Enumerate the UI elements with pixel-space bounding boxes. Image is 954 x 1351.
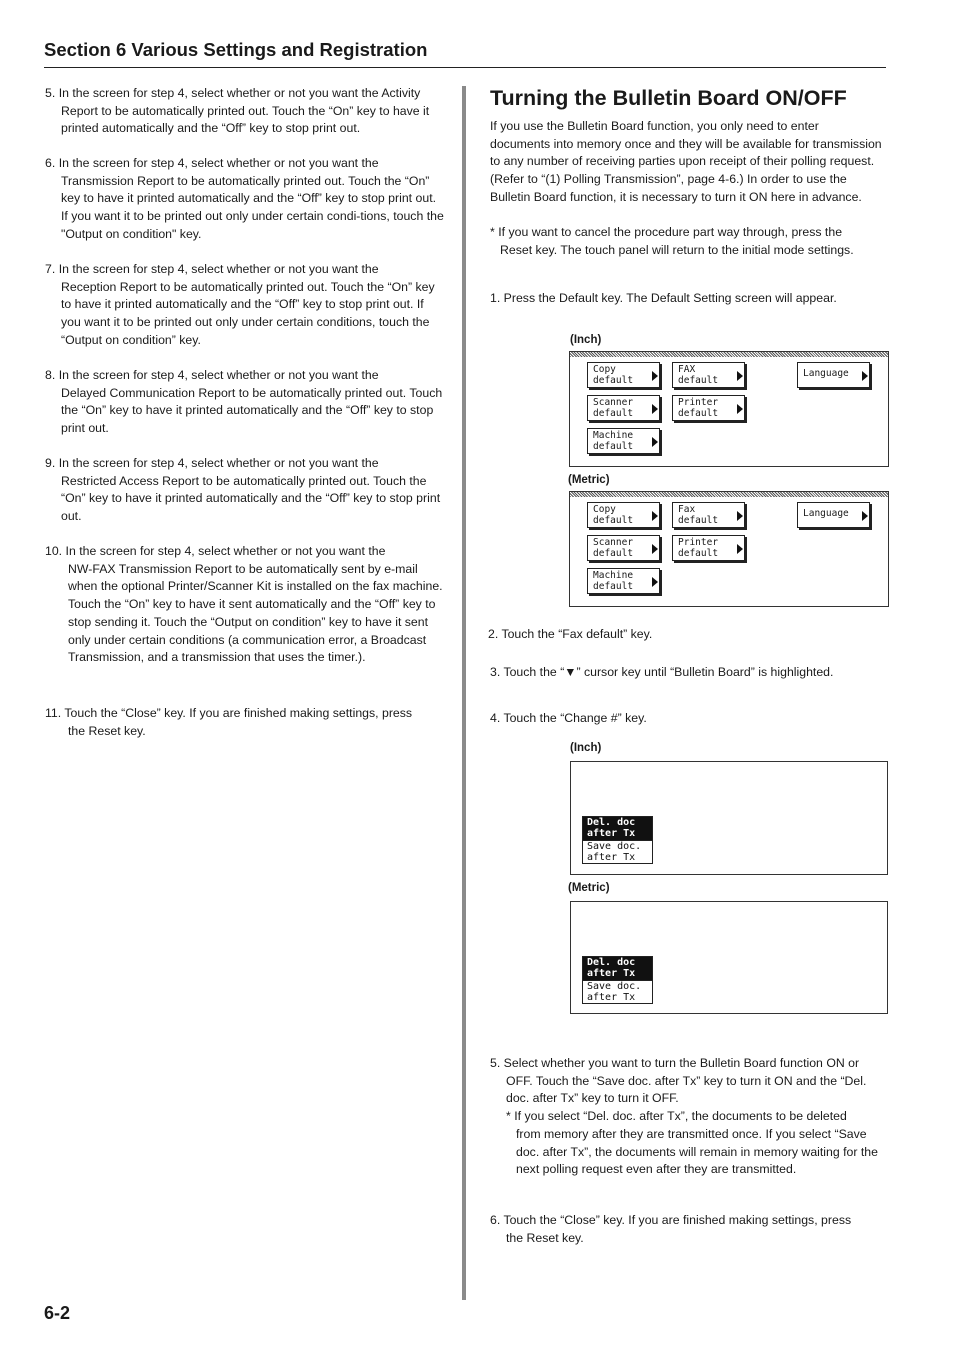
button-label: Machine default bbox=[593, 570, 634, 592]
bulletin-options bbox=[582, 956, 653, 1004]
step-number: 10. bbox=[45, 544, 63, 558]
step-text-cont: Transmission Report to be automatically printed out. Touch the “On” key to have it printed automatically and the “Off” key to stop print out. If you want it to be printed out only under certain condi-tions, touch the "Output on condition" key. bbox=[61, 173, 444, 241]
default-screen-metric bbox=[569, 491, 889, 607]
metric-label: (Metric) bbox=[568, 474, 610, 486]
left-step-5 bbox=[45, 85, 445, 138]
arrow-right-icon bbox=[652, 371, 658, 381]
column-divider bbox=[462, 86, 466, 1300]
right-step-2: 2. Touch the “Fax default” key. bbox=[488, 627, 653, 641]
left-step-9 bbox=[45, 455, 445, 526]
button-label: Scanner default bbox=[593, 537, 634, 559]
del-doc-after-tx-button[interactable]: Del. doc after Tx bbox=[583, 817, 652, 840]
copy-default-button[interactable] bbox=[587, 362, 660, 388]
button-label: Language bbox=[803, 368, 849, 379]
right-step-4: 4. Touch the “Change #” key. bbox=[490, 711, 647, 725]
inch-label: (Inch) bbox=[570, 742, 602, 754]
button-label: Printer default bbox=[678, 397, 719, 419]
bulletin-screen-inch bbox=[570, 761, 888, 875]
step-text-cont: Report to be automatically printed out. Touch the “On” key to have it printed automatically and the “Off” key to stop print out. bbox=[61, 103, 430, 136]
step-text-cont: the Reset key. bbox=[68, 723, 146, 738]
inch-label: (Inch) bbox=[570, 334, 602, 346]
step-text: In the screen for step 4, select whether or not you want the bbox=[65, 544, 386, 558]
right-step-5 bbox=[490, 1055, 885, 1179]
default-screen-inch bbox=[569, 351, 889, 467]
step-text: In the screen for step 4, select whether or not you want the bbox=[58, 262, 379, 276]
step-text-cont: Restricted Access Report to be automatically printed out. Touch the “On” key to have it printed automatically and the “Off” key to stop print out. bbox=[61, 473, 441, 524]
note-text: * If you want to cancel the procedure part way through, press the bbox=[490, 225, 843, 239]
step-number: 11. bbox=[45, 706, 62, 720]
panel-title-bar bbox=[570, 352, 888, 357]
step-number: 8. bbox=[45, 368, 56, 382]
arrow-right-icon bbox=[652, 577, 658, 587]
arrow-right-icon bbox=[737, 404, 743, 414]
left-step-8 bbox=[45, 367, 445, 438]
arrow-right-icon bbox=[862, 511, 868, 521]
left-step-7 bbox=[45, 261, 445, 350]
step-number: 9. bbox=[45, 456, 56, 470]
arrow-right-icon bbox=[737, 544, 743, 554]
metric-label: (Metric) bbox=[568, 882, 610, 894]
step-text: In the screen for step 4, select whether or not you want the Activity bbox=[58, 86, 421, 100]
step-text-cont: the Reset key. bbox=[506, 1230, 584, 1245]
step-text-cont: OFF. Touch the “Save doc. after Tx” key to turn it ON and the “Del. doc. after Tx” key to turn it OFF. bbox=[506, 1073, 867, 1106]
step-text: In the screen for step 4, select whether or not you want the bbox=[58, 456, 379, 470]
step-text-cont: Reception Report to be automatically printed out. Touch the “On” key to have it printed automatically and the “Off” key to stop print out. If you want it to be printed out only under certain conditions, touch the “Output on condition” key. bbox=[61, 279, 435, 347]
arrow-right-icon bbox=[652, 511, 658, 521]
step-text: In the screen for step 4, select whether or not you want the bbox=[58, 368, 379, 382]
right-step-6 bbox=[490, 1212, 885, 1247]
button-label: Copy default bbox=[593, 504, 634, 526]
page-number: 6-2 bbox=[44, 1303, 71, 1323]
button-label: Fax default bbox=[678, 504, 719, 526]
language-button[interactable] bbox=[797, 502, 870, 528]
scanner-default-button[interactable] bbox=[587, 535, 660, 561]
step-text-cont: NW-FAX Transmission Report to be automatically sent by e-mail when the optional Printer/Scanner Kit is installed on the fax machine. Touch the “On” key to have it sent automatically and the “Off” key to stop sending it. Touch the “Output on condition” key to have it sent only under certain conditions (a communication error, a Broadcast Transmission, and a transmission that uses the timer.). bbox=[68, 561, 443, 665]
step-number: 7. bbox=[45, 262, 56, 276]
left-step-10 bbox=[45, 543, 445, 667]
page-heading: Turning the Bulletin Board ON/OFF bbox=[490, 86, 847, 110]
button-label: Machine default bbox=[593, 430, 634, 452]
note-text-cont: Reset key. The touch panel will return to the initial mode settings. bbox=[500, 242, 854, 257]
arrow-right-icon bbox=[862, 371, 868, 381]
scanner-default-button[interactable] bbox=[587, 395, 660, 421]
language-button[interactable] bbox=[797, 362, 870, 388]
save-doc-after-tx-button[interactable]: Save doc. after Tx bbox=[583, 840, 652, 863]
step-note: * If you select “Del. doc. after Tx”, the documents to be deleted bbox=[506, 1109, 847, 1124]
header-rule bbox=[44, 67, 886, 68]
save-doc-after-tx-button[interactable]: Save doc. after Tx bbox=[583, 980, 652, 1003]
arrow-right-icon bbox=[737, 371, 743, 381]
cancel-note bbox=[490, 224, 882, 259]
arrow-right-icon bbox=[652, 404, 658, 414]
right-step-1: 1. Press the Default key. The Default Setting screen will appear. bbox=[490, 291, 837, 305]
button-label: Printer default bbox=[678, 537, 719, 559]
arrow-right-icon bbox=[652, 544, 658, 554]
step-text-cont: Delayed Communication Report to be automatically printed out. Touch the “On” key to have it printed automatically and the “Off” key to stop print out. bbox=[61, 385, 443, 436]
left-step-6 bbox=[45, 155, 445, 244]
button-label: FAX default bbox=[678, 364, 719, 386]
bulletin-options bbox=[582, 816, 653, 864]
left-step-11 bbox=[45, 705, 445, 740]
fax-default-button[interactable] bbox=[672, 362, 745, 388]
arrow-right-icon bbox=[652, 437, 658, 447]
step-note-cont: from memory after they are transmitted once. If you select “Save doc. after Tx”, the documents will remain in memory waiting for the next polling request even after they are transmitted. bbox=[516, 1126, 878, 1177]
button-label: Scanner default bbox=[593, 397, 634, 419]
section-title: Section 6 Various Settings and Registration bbox=[44, 39, 428, 60]
printer-default-button[interactable] bbox=[672, 535, 745, 561]
step-number: 5. bbox=[45, 86, 56, 100]
machine-default-button[interactable] bbox=[587, 428, 660, 454]
button-label: Copy default bbox=[593, 364, 634, 386]
intro-paragraph: If you use the Bulletin Board function, you only need to enter documents into memory once and they will be available for transmission to any number of receiving parties upon receipt of their polling request. (Refer to “(1) Polling Transmission”, page 4-6.) In order to use the Bulletin Board function, it is necessary to turn it ON here in advance. bbox=[490, 119, 882, 204]
del-doc-after-tx-button[interactable]: Del. doc after Tx bbox=[583, 957, 652, 980]
arrow-right-icon bbox=[737, 511, 743, 521]
fax-default-button[interactable] bbox=[672, 502, 745, 528]
right-step-3: 3. Touch the “▼” cursor key until “Bulletin Board” is highlighted. bbox=[490, 665, 834, 679]
printer-default-button[interactable] bbox=[672, 395, 745, 421]
bulletin-screen-metric bbox=[570, 901, 888, 1014]
step-text: Touch the “Close” key. If you are finished making settings, press bbox=[64, 706, 413, 720]
button-label: Language bbox=[803, 508, 849, 519]
copy-default-button[interactable] bbox=[587, 502, 660, 528]
step-text: 6. Touch the “Close” key. If you are finished making settings, press bbox=[490, 1213, 852, 1227]
step-text: In the screen for step 4, select whether or not you want the bbox=[58, 156, 379, 170]
step-number: 6. bbox=[45, 156, 56, 170]
machine-default-button[interactable] bbox=[587, 568, 660, 594]
step-text: 5. Select whether you want to turn the Bulletin Board function ON or bbox=[490, 1056, 860, 1070]
panel-title-bar bbox=[570, 492, 888, 497]
